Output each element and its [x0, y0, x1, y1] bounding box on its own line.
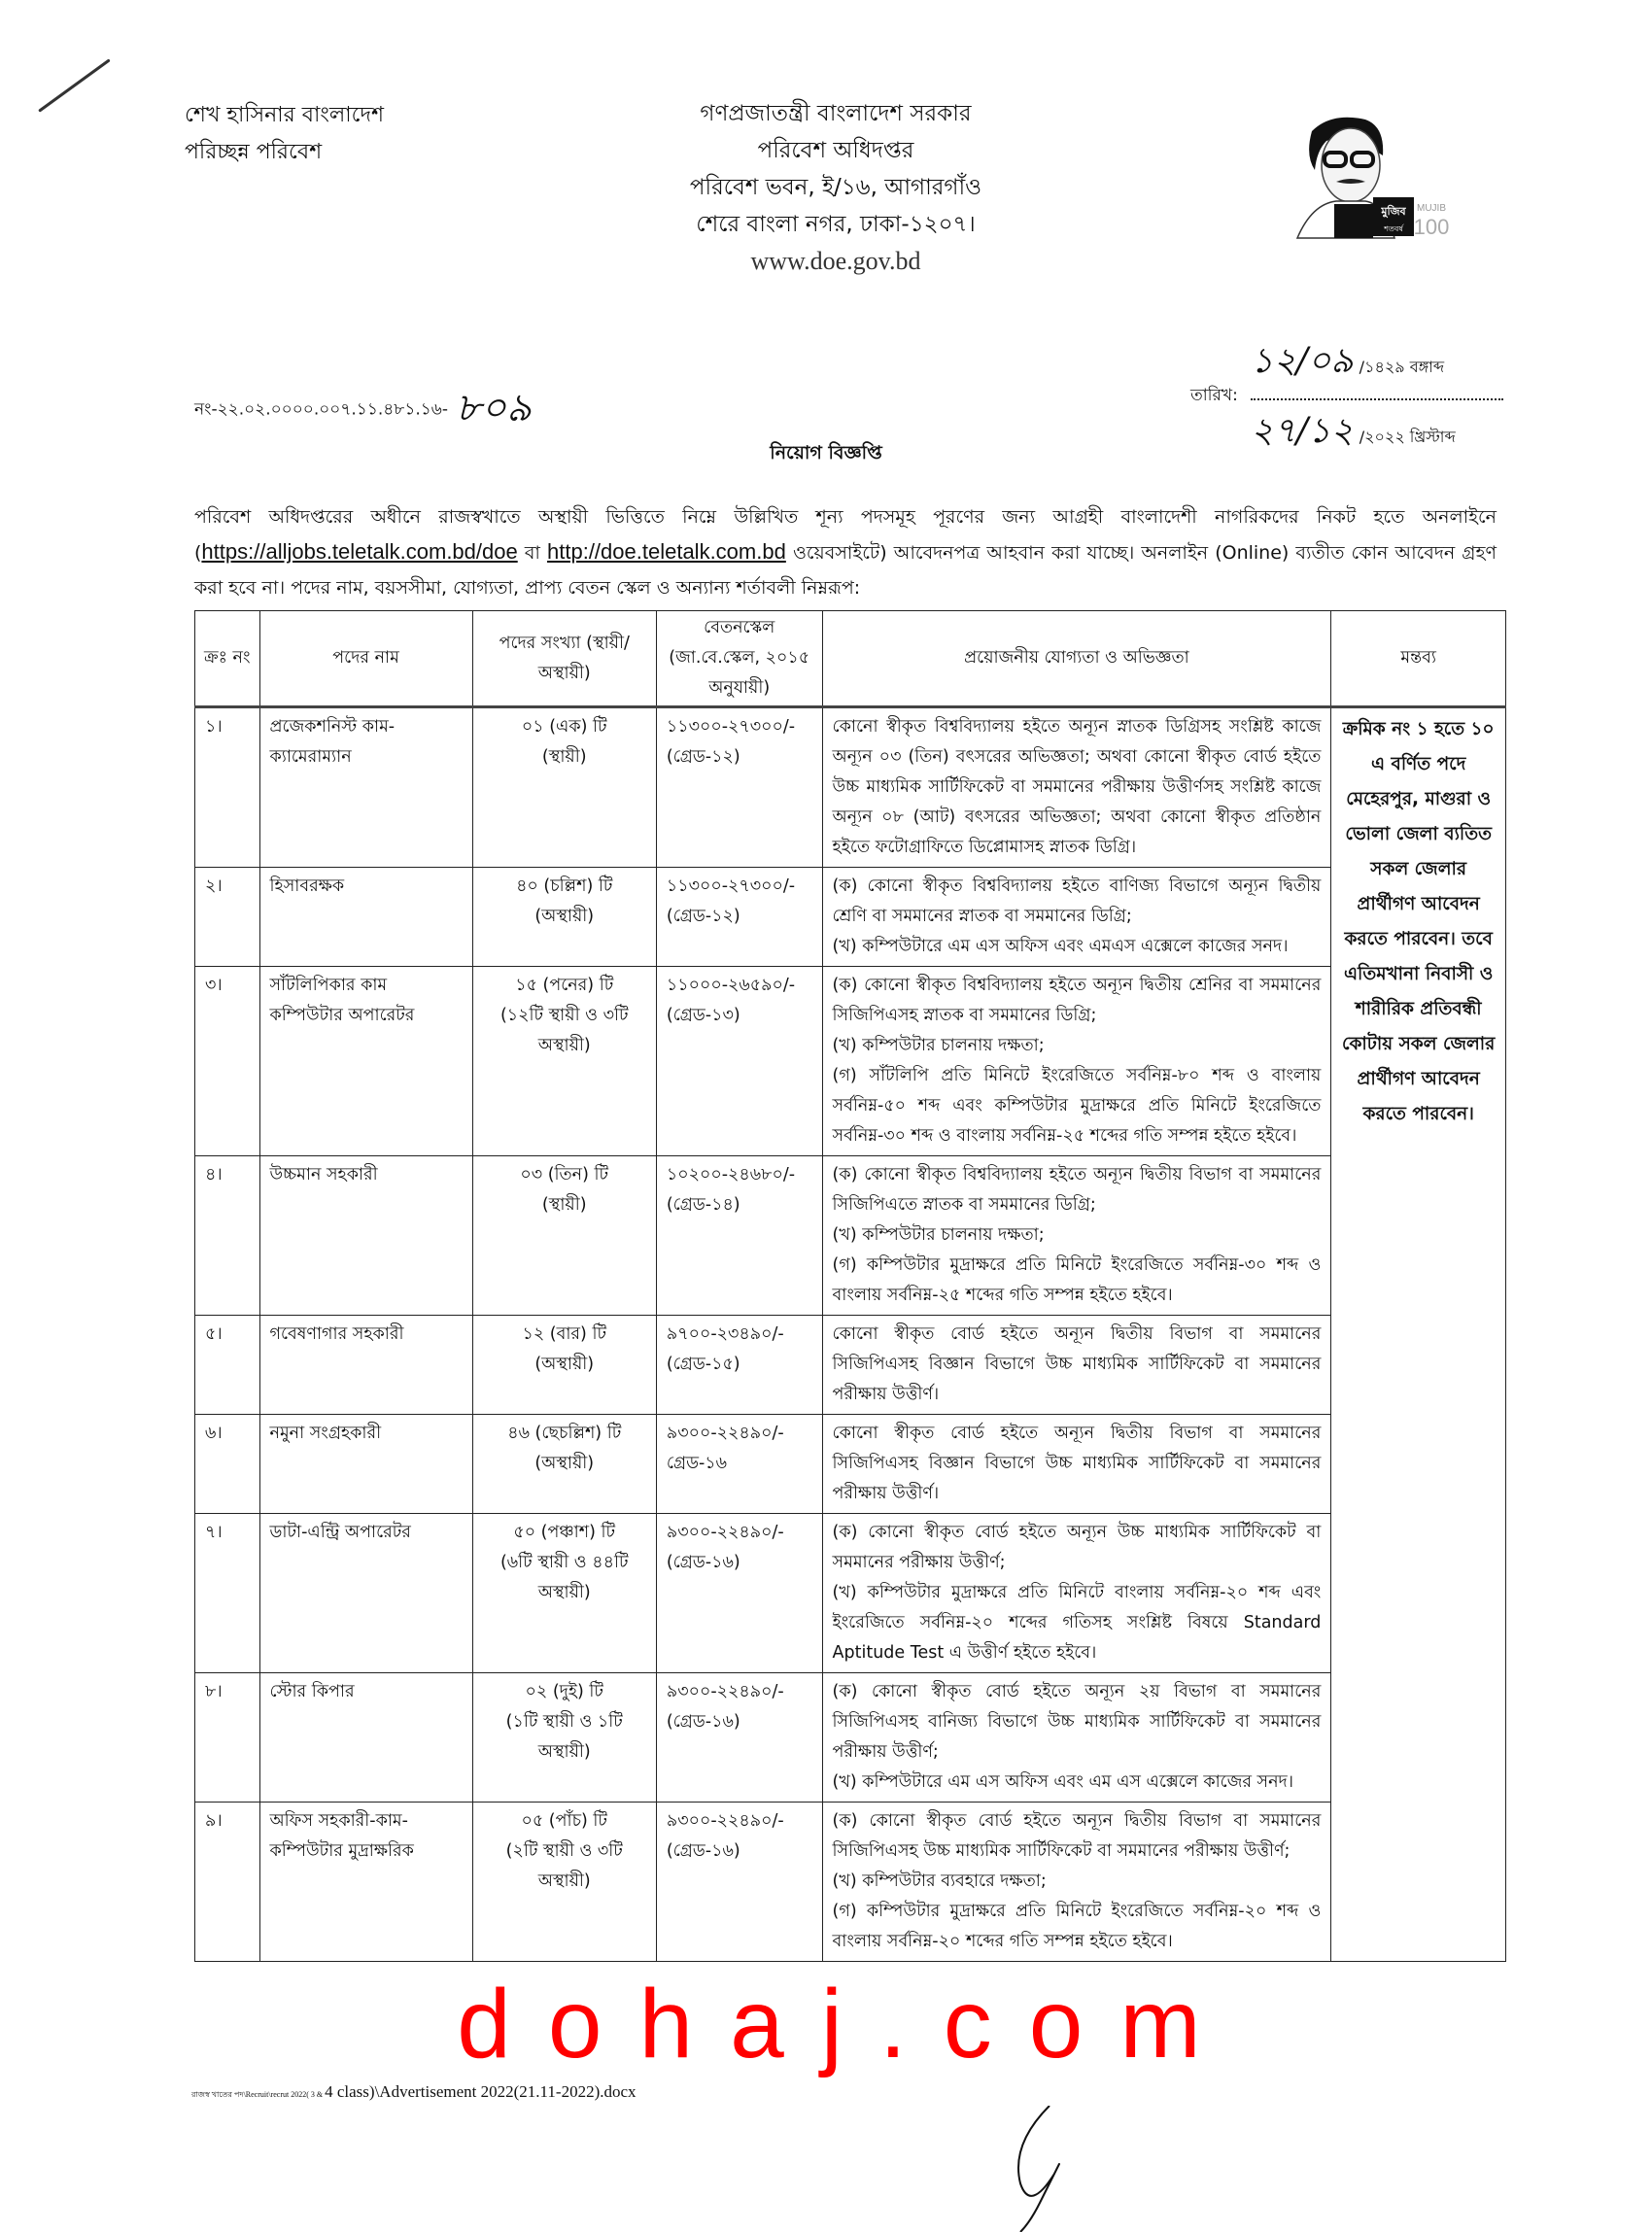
cell-post-count	[472, 1673, 656, 1803]
pay-grade: (গ্রেড-১৪)	[666, 1195, 740, 1215]
cell-pay-scale	[656, 1415, 822, 1514]
cell-post-count	[472, 1156, 656, 1316]
footer-path-prefix: রাজস্ব খাতের পদ\Recruit\recrut 2022( 3 &	[191, 2090, 326, 2099]
pay-grade: (গ্রেড-১৬)	[666, 1553, 740, 1572]
signature-stroke	[1018, 2106, 1059, 2232]
qualification-item: (গ) কম্পিউটার মুদ্রাক্ষরে প্রতি মিনিটে ইংরেজিতে সর্বনিম্ন-৩০ শব্দ ও বাংলায় সর্বনিম্ন-২৫ শব্দের গতি সম্পন্ন হইতে হইবে।	[832, 1255, 1322, 1305]
org-header	[544, 95, 1127, 280]
post-count: ০৫ (পাঁচ) টি	[521, 1811, 607, 1831]
serial-text: ২।	[205, 876, 223, 896]
cell-serial	[195, 967, 260, 1156]
cell-serial	[195, 1316, 260, 1415]
post-name: হিসাবরক্ষক	[269, 876, 345, 896]
qualification-item: কোনো স্বীকৃত বোর্ড হইতে অন্যূন দ্বিতীয় বিভাগ বা সমমানের সিজিপিএসহ বিজ্ঞান বিভাগে উচ্চ মাধ্যমিক সার্টিফিকেট বা সমমানের পরীক্ষায় উত্তীর্ণ।	[832, 1424, 1322, 1503]
post-name: প্রজেকশনিস্ট কাম-ক্যামেরাম্যান	[269, 717, 396, 767]
post-count-type: (অস্থায়ী)	[534, 1454, 595, 1473]
org-website[interactable]: www.doe.gov.bd	[750, 247, 921, 275]
logo-en-line-2: 100	[1413, 215, 1450, 239]
post-name: গবেষণাগার সহকারী	[269, 1324, 404, 1344]
table-row	[195, 1803, 1506, 1962]
cell-qualification	[822, 1803, 1331, 1962]
memo-reference	[194, 377, 532, 442]
cell-post-count	[472, 967, 656, 1156]
cell-post-name	[259, 1415, 472, 1514]
cell-post-name	[259, 707, 472, 868]
slogan-line-1: শেখ হাসিনার বাংলাদেশ	[185, 103, 385, 127]
qualification-item: (খ) কম্পিউটার ব্যবহারে দক্ষতা;	[832, 1871, 1047, 1891]
header-remarks: মন্তব্য	[1331, 611, 1506, 707]
pay-scale: ৯৩০০-২২৪৯০/-	[666, 1811, 784, 1831]
cell-post-count	[472, 1415, 656, 1514]
signature	[991, 2106, 1108, 2232]
table-row	[195, 1673, 1506, 1803]
date-dotted-line	[1251, 398, 1503, 400]
logo-bn-line-1: মুজিব	[1381, 205, 1406, 218]
post-count: ১২ (বার) টি	[522, 1324, 606, 1344]
post-count-type: (১টি স্থায়ী ও ১টি অস্থায়ী)	[505, 1712, 623, 1762]
cell-pay-scale	[656, 868, 822, 967]
cell-post-count	[472, 1803, 656, 1962]
serial-text: ৪।	[205, 1165, 223, 1185]
date-gregorian-handwritten: ২৭/১২	[1251, 411, 1354, 451]
table-row	[195, 868, 1506, 967]
pay-grade: (গ্রেড-১২)	[666, 747, 740, 767]
qualification-item: (খ) কম্পিউটার মুদ্রাক্ষরে প্রতি মিনিটে বাংলায় সর্বনিম্ন-২০ শব্দ এবং ইংরেজিতে সর্বনিম্ন-২০ শব্দের গতিসহ সংশ্লিষ্ট বিষয়ে Standard Aptitude Test এ উত্তীর্ণ হইতে হইবে।	[832, 1583, 1322, 1663]
cell-post-name	[259, 1514, 472, 1673]
qualification-item: (খ) কম্পিউটারে এম এস অফিস এবং এমএস এক্সেলে কাজের সনদ।	[832, 937, 1289, 956]
post-count: ০৩ (তিন) টি	[520, 1165, 609, 1185]
logo-bn-line-2: শতবর্ষ	[1384, 224, 1403, 233]
cell-serial	[195, 1415, 260, 1514]
logo-en-line-1: MUJIB	[1417, 203, 1446, 214]
cell-post-count	[472, 1514, 656, 1673]
cell-pay-scale	[656, 1316, 822, 1415]
intro-text-1: পরিবেশ অধিদপ্তরের অধীনে রাজস্বখাতে অস্থায়ী ভিত্তিতে নিম্নে উল্লিখিত শূন্য পদসমূহ পূরণের জন্য আগ্রহী বাংলাদেশী নাগরিকদের নিকট হতে অনলাইনে (	[194, 506, 1497, 564]
pay-grade: (গ্রেড-১৬)	[666, 1712, 740, 1732]
footer-file-path	[191, 2082, 1503, 2102]
notice-title: নিয়োগ বিজ্ঞপ্তি	[770, 442, 882, 464]
doe-teletalk-link[interactable]: http://doe.teletalk.com.bd	[547, 539, 786, 564]
date-row-bangla	[1190, 340, 1511, 383]
cell-post-count	[472, 707, 656, 868]
table-row	[195, 967, 1506, 1156]
serial-text: ৬।	[205, 1424, 223, 1443]
table-row	[195, 1316, 1506, 1415]
remarks-text: ক্রমিক নং ১ হতে ১০ এ বর্ণিত পদে মেহেরপুর, মাগুরা ও ভোলা জেলা ব্যতিত সকল জেলার প্রার্থীগণ আবেদন করতে পারবেন। তবে এতিমখানা নিবাসী ও শারীরিক প্রতিবন্ধী কোটায় সকল জেলার প্রার্থীগণ আবেদন করতে পারবেন।	[1341, 719, 1496, 1124]
post-count-type: (অস্থায়ী)	[534, 907, 595, 926]
vacancy-table	[194, 610, 1506, 1962]
qualification-item: (গ) কম্পিউটার মুদ্রাক্ষরে প্রতি মিনিটে ইংরেজিতে সর্বনিম্ন-২০ শব্দ ও বাংলায় সর্বনিম্ন-২০ শব্দের গতি সম্পন্ন হইতে হইবে।	[832, 1902, 1322, 1951]
post-count-type: (২টি স্থায়ী ও ৩টি অস্থায়ী)	[505, 1841, 623, 1891]
cell-qualification	[822, 967, 1331, 1156]
table-row	[195, 707, 1506, 868]
cell-qualification	[822, 707, 1331, 868]
table-row	[195, 1415, 1506, 1514]
cell-pay-scale	[656, 1514, 822, 1673]
watermark: dohaj.com	[457, 1970, 1238, 2078]
pay-grade: (গ্রেড-১৫)	[666, 1355, 740, 1374]
cell-post-name	[259, 1673, 472, 1803]
header-post-count: পদের সংখ্যা (স্থায়ী/অস্থায়ী)	[472, 611, 656, 707]
post-count-type: (১২টি স্থায়ী ও ৩টি অস্থায়ী)	[499, 1006, 629, 1055]
cell-pay-scale	[656, 1156, 822, 1316]
date-row-label	[1190, 383, 1511, 410]
cell-qualification	[822, 1415, 1331, 1514]
pay-scale: ৯৩০০-২২৪৯০/-	[666, 1682, 784, 1701]
post-name: উচ্চমান সহকারী	[269, 1165, 378, 1185]
serial-text: ৮।	[205, 1682, 223, 1701]
cell-pay-scale	[656, 1803, 822, 1962]
cell-qualification	[822, 1514, 1331, 1673]
cell-post-count	[472, 868, 656, 967]
cell-pay-scale	[656, 707, 822, 868]
post-count-type: (৬টি স্থায়ী ও ৪৪টি অস্থায়ী)	[499, 1553, 629, 1602]
cell-post-name	[259, 1156, 472, 1316]
mujib-100-logo	[1258, 112, 1453, 248]
portrait-vest	[1334, 204, 1373, 238]
post-count: ৫০ (পঞ্চাশ) টি	[513, 1523, 616, 1542]
header-pay-scale: বেতনস্কেল (জা.বে.স্কেল, ২০১৫ অনুযায়ী)	[656, 611, 822, 707]
pay-scale: ১১৩০০-২৭৩০০/-	[666, 876, 796, 896]
org-government: গণপ্রজাতন্ত্রী বাংলাদেশ সরকার	[700, 101, 972, 126]
footer-path: 4 class)\Advertisement 2022(21.11-2022).docx	[325, 2082, 637, 2101]
table-row	[195, 1514, 1506, 1673]
pay-scale: ৯৩০০-২২৪৯০/-	[666, 1523, 784, 1542]
qualification-item: (ক) কোনো স্বীকৃত বোর্ড হইতে অন্যূন দ্বিতীয় বিভাগ বা সমমানের সিজিপিএসহ উচ্চ মাধ্যমিক সার্টিফিকেট বা সমমানের পরীক্ষায় উত্তীর্ণ;	[832, 1811, 1322, 1861]
pay-scale: ১০২০০-২৪৬৮০/-	[666, 1165, 796, 1185]
qualification-item: (খ) কম্পিউটার চালনায় দক্ষতা;	[832, 1225, 1045, 1245]
alljobs-link[interactable]: https://alljobs.teletalk.com.bd/doe	[201, 539, 518, 564]
date-gregorian-suffix: /২০২২ খ্রিস্টাব্দ	[1359, 428, 1456, 446]
header-post-name: পদের নাম	[259, 611, 472, 707]
memo-date	[1190, 340, 1511, 453]
pay-scale: ১১৩০০-২৭৩০০/-	[666, 717, 796, 737]
table-row	[195, 1156, 1506, 1316]
cell-serial	[195, 868, 260, 967]
cell-post-name	[259, 1316, 472, 1415]
post-name: নমুনা সংগ্রহকারী	[269, 1424, 382, 1443]
memo-ref-handwritten: ৮০৯	[455, 386, 532, 430]
notice-intro	[194, 499, 1497, 605]
pay-grade: (গ্রেড-১২)	[666, 907, 740, 926]
cell-qualification	[822, 1156, 1331, 1316]
cell-serial	[195, 1673, 260, 1803]
serial-text: ১।	[205, 717, 223, 737]
slogan-line-2: পরিচ্ছন্ন পরিবেশ	[185, 140, 323, 164]
serial-text: ৩।	[205, 976, 223, 995]
cell-qualification	[822, 1316, 1331, 1415]
post-name: সাঁটলিপিকার কাম কম্পিউটার অপারেটর	[269, 976, 415, 1025]
cell-pay-scale	[656, 1673, 822, 1803]
cell-serial	[195, 1803, 260, 1962]
cell-remarks	[1331, 707, 1506, 1962]
pen-mark	[38, 58, 111, 112]
qualification-item: (খ) কম্পিউটার চালনায় দক্ষতা;	[832, 1036, 1045, 1055]
post-count: ৪০ (চল্লিশ) টি	[516, 876, 613, 896]
cell-serial	[195, 1156, 260, 1316]
slogan	[185, 97, 384, 171]
pay-scale: ১১০০০-২৬৫৯০/-	[666, 976, 796, 995]
org-address-2: শেরে বাংলা নগর, ঢাকা-১২০৭।	[696, 212, 976, 237]
post-count: ১৫ (পনের) টি	[515, 976, 614, 995]
qualification-item: (খ) কম্পিউটারে এম এস অফিস এবং এম এস এক্সেলে কাজের সনদ।	[832, 1772, 1294, 1792]
pay-grade: (গ্রেড-১৬)	[666, 1841, 740, 1861]
post-count-type: (স্থায়ী)	[541, 747, 587, 767]
date-bangla-handwritten: ১২/০৯	[1251, 341, 1354, 381]
cell-post-count	[472, 1316, 656, 1415]
post-name: ডাটা-এন্ট্রি অপারেটর	[269, 1523, 411, 1542]
lower-area	[191, 1962, 1503, 2102]
post-name: স্টোর কিপার	[269, 1682, 355, 1701]
serial-text: ৫।	[205, 1324, 223, 1344]
qualification-item: (ক) কোনো স্বীকৃত বিশ্ববিদ্যালয় হইতে বাণিজ্য বিভাগে অন্যূন দ্বিতীয় শ্রেণি বা সমমানের স্নাতক বা সমমানের ডিগ্রি;	[832, 876, 1322, 926]
cell-qualification	[822, 868, 1331, 967]
pay-scale: ৯৩০০-২২৪৯০/-	[666, 1424, 784, 1443]
post-count-type: (অস্থায়ী)	[534, 1355, 595, 1374]
qualification-item: কোনো স্বীকৃত বোর্ড হইতে অন্যূন দ্বিতীয় বিভাগ বা সমমানের সিজিপিএসহ বিজ্ঞান বিভাগে উচ্চ মাধ্যমিক সার্টিফিকেট বা সমমানের পরীক্ষায় উত্তীর্ণ।	[832, 1324, 1322, 1404]
cell-post-name	[259, 1803, 472, 1962]
post-count: ০২ (দুই) টি	[525, 1682, 603, 1701]
cell-post-name	[259, 868, 472, 967]
intro-or: বা	[517, 542, 548, 564]
org-department: পরিবেশ অধিদপ্তর	[757, 138, 914, 163]
post-count: ৪৬ (ছেচল্লিশ) টি	[507, 1424, 622, 1443]
cell-pay-scale	[656, 967, 822, 1156]
post-count-type: (স্থায়ী)	[541, 1195, 587, 1215]
table-header-row	[195, 611, 1506, 707]
qualification-item: (ক) কোনো স্বীকৃত বিশ্ববিদ্যালয় হইতে অন্যূন দ্বিতীয় শ্রেনির বা সমমানের সিজিপিএসহ স্নাতক বা সমমানের ডিগ্রি;	[832, 976, 1322, 1025]
qualification-item: কোনো স্বীকৃত বিশ্ববিদ্যালয় হইতে অন্যূন স্নাতক ডিগ্রিসহ সংশ্লিষ্ট কাজে অন্যূন ০৩ (তিন) বৎসরের অভিজ্ঞতা; অথবা কোনো স্বীকৃত বোর্ড হইতে উচ্চ মাধ্যমিক সার্টিফিকেট বা সমমানের পরীক্ষায় উত্তীর্ণসহ সংশ্লিষ্ট কাজে অন্যূন ০৮ (আট) বৎসরের অভিজ্ঞতা; অথবা কোনো স্বীকৃত প্রতিষ্ঠান হইতে ফটোগ্রাফিতে ডিপ্লোমাসহ স্নাতক ডিগ্রি।	[832, 717, 1322, 857]
qualification-item: (ক) কোনো স্বীকৃত বোর্ড হইতে অন্যূন উচ্চ মাধ্যমিক সার্টিফিকেট বা সমমানের পরীক্ষায় উত্তীর্ণ;	[832, 1523, 1322, 1572]
qualification-item: (ক) কোনো স্বীকৃত বোর্ড হইতে অন্যূন ২য় বিভাগ বা সমমানের সিজিপিএসহ বানিজ্য বিভাগে উচ্চ মাধ্যমিক সার্টিফিকেট বা সমমানের পরীক্ষায় উত্তীর্ণ;	[832, 1682, 1322, 1762]
post-name: অফিস সহকারী-কাম-কম্পিউটার মুদ্রাক্ষরিক	[269, 1811, 414, 1861]
pay-scale: ৯৭০০-২৩৪৯০/-	[666, 1324, 784, 1344]
serial-text: ৭।	[205, 1523, 223, 1542]
date-bangla-suffix: /১৪২৯ বঙ্গাব্দ	[1359, 358, 1445, 376]
qualification-item: (গ) সাঁটলিপি প্রতি মিনিটে ইংরেজিতে সর্বনিম্ন-৮০ শব্দ ও বাংলায় সর্বনিম্ন-৫০ শব্দ এবং কম্পিউটার মুদ্রাক্ষরে প্রতি মিনিটে ইংরেজিতে সর্বনিম্ন-৩০ শব্দ ও বাংলায় সর্বনিম্ন-২৫ শব্দের গতি সম্পন্ন হইতে হইবে।	[832, 1066, 1322, 1146]
pay-grade: গ্রেড-১৬	[666, 1454, 727, 1473]
memo-ref-number: নং-২২.০২.০০০০.০০৭.১১.৪৮১.১৬-	[194, 399, 448, 420]
cell-post-name	[259, 967, 472, 1156]
cell-qualification	[822, 1673, 1331, 1803]
qualification-item: (ক) কোনো স্বীকৃত বিশ্ববিদ্যালয় হইতে অন্যূন দ্বিতীয় বিভাগ বা সমমানের সিজিপিএতে স্নাতক বা সমমানের ডিগ্রি;	[832, 1165, 1322, 1215]
pay-grade: (গ্রেড-১৩)	[666, 1006, 740, 1025]
date-label: তারিখ:	[1190, 386, 1238, 405]
header-qualification: প্রয়োজনীয় যোগ্যতা ও অভিজ্ঞতা	[822, 611, 1331, 707]
cell-serial	[195, 1514, 260, 1673]
intro-text-2: ওয়েবসাইটে) আবেদনপত্র আহবান করা যাচ্ছে। অনলাইন (Online) ব্যতীত কোন আবেদন গ্রহণ করা হবে না। পদের নাম, বয়সসীমা, যোগ্যতা, প্রাপ্য বেতন স্কেল ও অন্যান্য শর্তাবলী নিম্নরূপ:	[194, 542, 1497, 599]
org-address-1: পরিবেশ ভবন, ই/১৬, আগারগাঁও	[689, 175, 982, 200]
header-serial: ক্রঃ নং	[195, 611, 260, 707]
post-count: ০১ (এক) টি	[521, 717, 607, 737]
cell-serial	[195, 707, 260, 868]
serial-text: ৯।	[205, 1811, 223, 1831]
